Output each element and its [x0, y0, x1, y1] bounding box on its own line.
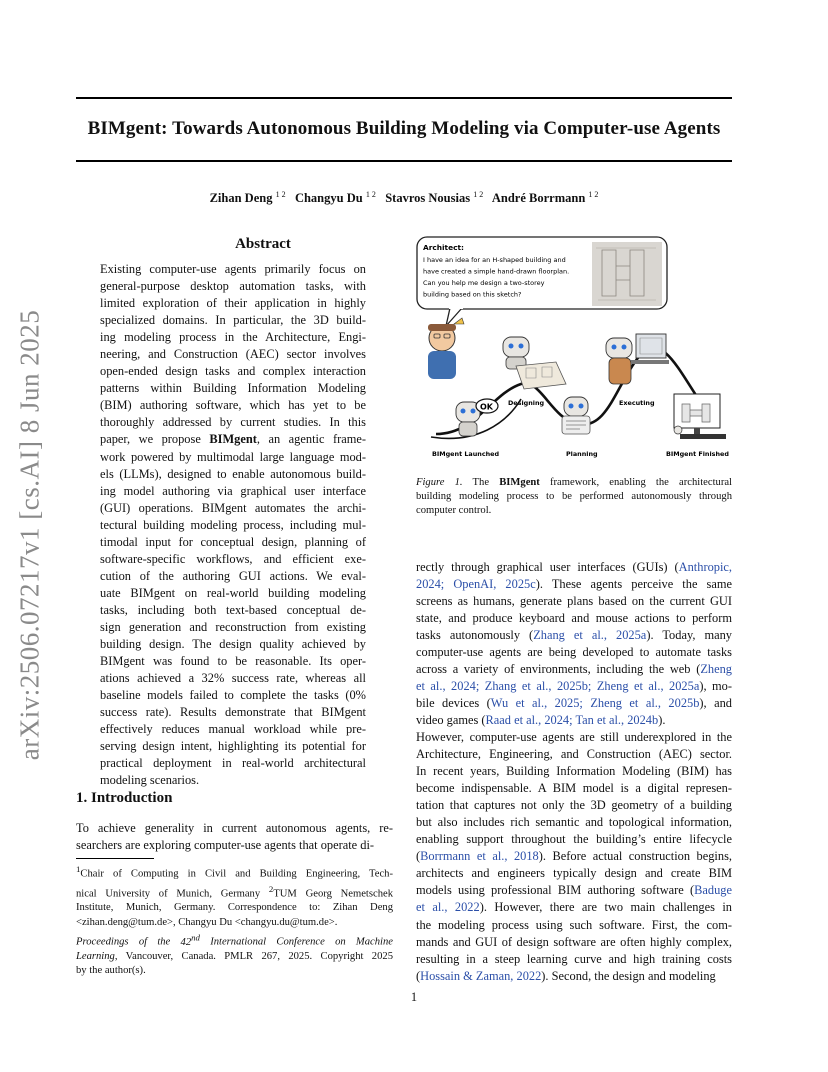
body-line: but also includes rich semantic and topological information, [416, 815, 732, 830]
body-line: Architecture, Engineering, and Construction (AEC) sector. [416, 747, 732, 762]
abstract-line: els (LLMs), designed to enable autonomous build- [100, 466, 366, 481]
abstract-line: tectural building modeling process, including mul- [100, 517, 366, 532]
abstract-line: paper, we propose BIMgent, an agentic frame- [100, 432, 366, 447]
body-line: the modeling process using such software. First, the com- [416, 917, 732, 932]
body-line: rectly through graphical user interfaces (GUIs) (Anthropic, [416, 560, 732, 574]
bubble-speaker: Architect: [423, 243, 464, 252]
arxiv-identifier: arXiv:2506.07217v1 [cs.AI] 8 Jun 2025 [14, 309, 45, 761]
figure-1-caption [416, 476, 732, 519]
right-column-paragraph-2 [416, 729, 732, 985]
body-line: et al., 2024; Zhang et al., 2025b; Zheng et al., 2025a), mo- [416, 679, 732, 694]
architect-character-icon [428, 318, 464, 379]
body-line: enabling support throughout the building’s entire lifecycle [416, 832, 732, 847]
author-list [76, 190, 732, 206]
footnote-line: $^1$Chair of Computing in Civil and Building Engineering, Tech- [76, 864, 393, 880]
bubble-line: Can you help me design a two-storey [423, 279, 545, 287]
author-affiliation: 1 2 [473, 190, 484, 199]
author-affiliation: 1 2 [588, 190, 599, 199]
body-line: (Borrmann et al., 2018). Before actual construction begins, [416, 849, 732, 864]
stage-label-designing: Designing [508, 399, 545, 407]
author-affiliation: 1 2 [275, 190, 286, 199]
author-name: Stavros Nousias [385, 191, 471, 206]
abstract-line: sign generation and reconstruction from existing [100, 619, 366, 634]
abstract-line: serving design intent, highlighting its potential for [100, 739, 366, 754]
footnote-line: Institute, Munich, Germany. Correspondence to: Zihan Deng [76, 902, 393, 914]
abstract-line: limited exploration of their application in highly [100, 296, 366, 311]
abstract-line: ations achieved a 32% success rate, whereas all [100, 671, 366, 686]
floorplan-sketch-image [592, 242, 662, 306]
bubble-line: have created a simple hand-drawn floorplan. [423, 267, 570, 276]
body-line: tation that captures not only the 3D geometry of a building [416, 798, 732, 813]
author-name: Changyu Du [294, 191, 363, 206]
robot-planning-icon [562, 397, 590, 434]
abstract-line: software-specific workflows, and efficient exe- [100, 551, 366, 566]
abstract-line: modeling scenarios. [100, 773, 200, 788]
abstract-line: patterns within Building Information Modeling [100, 381, 366, 396]
body-line: (Hossain & Zaman, 2022). Second, the design and modeling [416, 968, 716, 983]
abstract-line: (BIM) authoring software, which has yet to be [100, 398, 366, 413]
top-rule [76, 97, 732, 99]
body-line: computer-use agents are being developed to automate tasks [416, 645, 732, 660]
abstract-line: cution of the authoring GUI actions. We eval- [100, 568, 366, 583]
introduction-line: To achieve generality in current autonomous agents, re- [76, 821, 393, 835]
body-line: tasks autonomously (Zhang et al., 2025a). Today, many [416, 628, 732, 643]
stage-label-launched: BIMgent Launched [432, 450, 500, 458]
robot-designing-icon [503, 337, 566, 389]
speech-bubble [417, 237, 667, 326]
body-line: across a variety of environments, including the web (Zheng [416, 662, 732, 677]
abstract-line: specialized domains. In particular, the 3D build- [100, 313, 366, 328]
abstract-heading: Abstract [235, 236, 291, 252]
proceedings-note [76, 930, 393, 978]
arxiv-sidebar [8, 309, 52, 761]
right-column-paragraph-1 [416, 559, 732, 729]
abstract-line: thoroughly addressed by current studies. In this [100, 415, 366, 430]
affiliation-footnote [76, 862, 393, 930]
abstract-line: building design. The design quality achieved by [100, 637, 366, 652]
ok-label: OK [480, 402, 493, 412]
body-line: mands and GUI of design software are often highly complex, [416, 934, 732, 949]
abstract-line: open-ended design tasks and complex interaction [100, 364, 366, 379]
body-line: bile devices (Wu et al., 2025; Zheng et al., 2025b), and [416, 696, 732, 711]
proceedings-line: Learning, Vancouver, Canada. PMLR 267, 2025. Copyright 2025 [76, 950, 393, 962]
abstract-line: success rate). Results demonstrate that BIMgent [100, 705, 366, 720]
section-heading-introduction: 1. Introduction [76, 790, 173, 806]
finished-monitor-icon [674, 394, 726, 439]
paper-title: BIMgent: Towards Autonomous Building Modeling via Computer-use Agents [87, 118, 721, 139]
footnote-line: nical University of Munich, Germany $^2$TUM Georg Nemetschek [76, 883, 393, 900]
abstract-line: ing modeling process in the Architecture, Engi- [100, 330, 366, 345]
page-number: 1 [410, 990, 418, 1004]
bubble-line: building based on this sketch? [423, 290, 522, 299]
abstract-line: (GUI) operations. BIMgent automates the archi- [100, 500, 366, 515]
abstract-line: Existing computer-use agents primarily focus on [100, 262, 366, 276]
footnote-line: <zihan.deng@tum.de>, Changyu Du <changyu.du@tum.de>. [76, 916, 338, 928]
abstract-line: work powered by multimodal large language mod- [100, 449, 366, 464]
body-line: resulting in a steep learning curve and high training costs [416, 951, 732, 966]
introduction-body [76, 820, 393, 854]
body-line: video games (Raad et al., 2024; Tan et al., 2024b). [416, 713, 666, 728]
body-line: However, computer-use agents are still underexplored in the [416, 730, 732, 744]
ok-badge [476, 399, 498, 413]
abstract-line: ing model authoring via graphical user interface [100, 483, 366, 498]
abstract-line: general-purpose desktop automation tasks, with [100, 279, 366, 294]
proceedings-line: by the author(s). [76, 964, 146, 976]
abstract-line: baseline models failed to complete the tasks (0% [100, 688, 366, 703]
abstract-line: uate BIMgent on real-world building modeling [100, 585, 366, 600]
body-line: 2024; OpenAI, 2025c). These agents perceive the same [416, 577, 732, 592]
author-name: André Borrmann [491, 191, 586, 206]
body-line: architects and engineers typically design and create BIM [416, 866, 732, 881]
author-name: Zihan Deng [209, 191, 273, 206]
abstract-line: tasks, including both text-based conceptual de- [100, 602, 366, 617]
abstract-line: effectively reduces manual workload while pre- [100, 722, 366, 737]
abstract-line: timodal input for conceptual design, planning of [100, 534, 366, 549]
abstract-line: BIMgent was found to be reasonable. Its oper- [100, 654, 366, 669]
body-line: et al., 2022). However, there are two main challenges in [416, 900, 732, 915]
body-line: become indispensable. A BIM model is a digital represen- [416, 781, 732, 796]
stage-label-executing: Executing [619, 399, 655, 407]
introduction-line: searchers are exploring computer-use agents that operate di- [76, 838, 375, 853]
abstract-line: neering, and Construction (AEC) sector involves [100, 347, 366, 362]
bubble-line: I have an idea for an H-shaped building and [423, 256, 566, 264]
author-affiliation: 1 2 [365, 190, 376, 199]
caption-line: building modeling process to be performed autonomously through [416, 491, 732, 503]
stage-label-finished: BIMgent Finished [666, 450, 729, 458]
caption-line: computer control. [416, 505, 492, 517]
footnote-rule [76, 858, 154, 859]
abstract-line: practical deployment in real-world architectural [100, 756, 366, 771]
title-bottom-rule [76, 160, 732, 162]
body-line: screens as humans, generate plans based on the current GUI [416, 594, 732, 609]
body-line: models using professional BIM authoring software (Baduge [416, 883, 732, 898]
abstract-body [100, 261, 366, 789]
body-line: In recent years, Building Information Modeling (BIM) has [416, 764, 732, 779]
stage-label-planning: Planning [566, 450, 598, 458]
body-line: state, and produce keyboard and mouse actions to perform [416, 611, 732, 626]
figure-1-illustration [416, 234, 734, 466]
proceedings-line: Proceedings of the 42nd International Conference on Machine [76, 932, 393, 948]
caption-line: Figure 1. The BIMgent framework, enabling the architectural [416, 477, 732, 488]
